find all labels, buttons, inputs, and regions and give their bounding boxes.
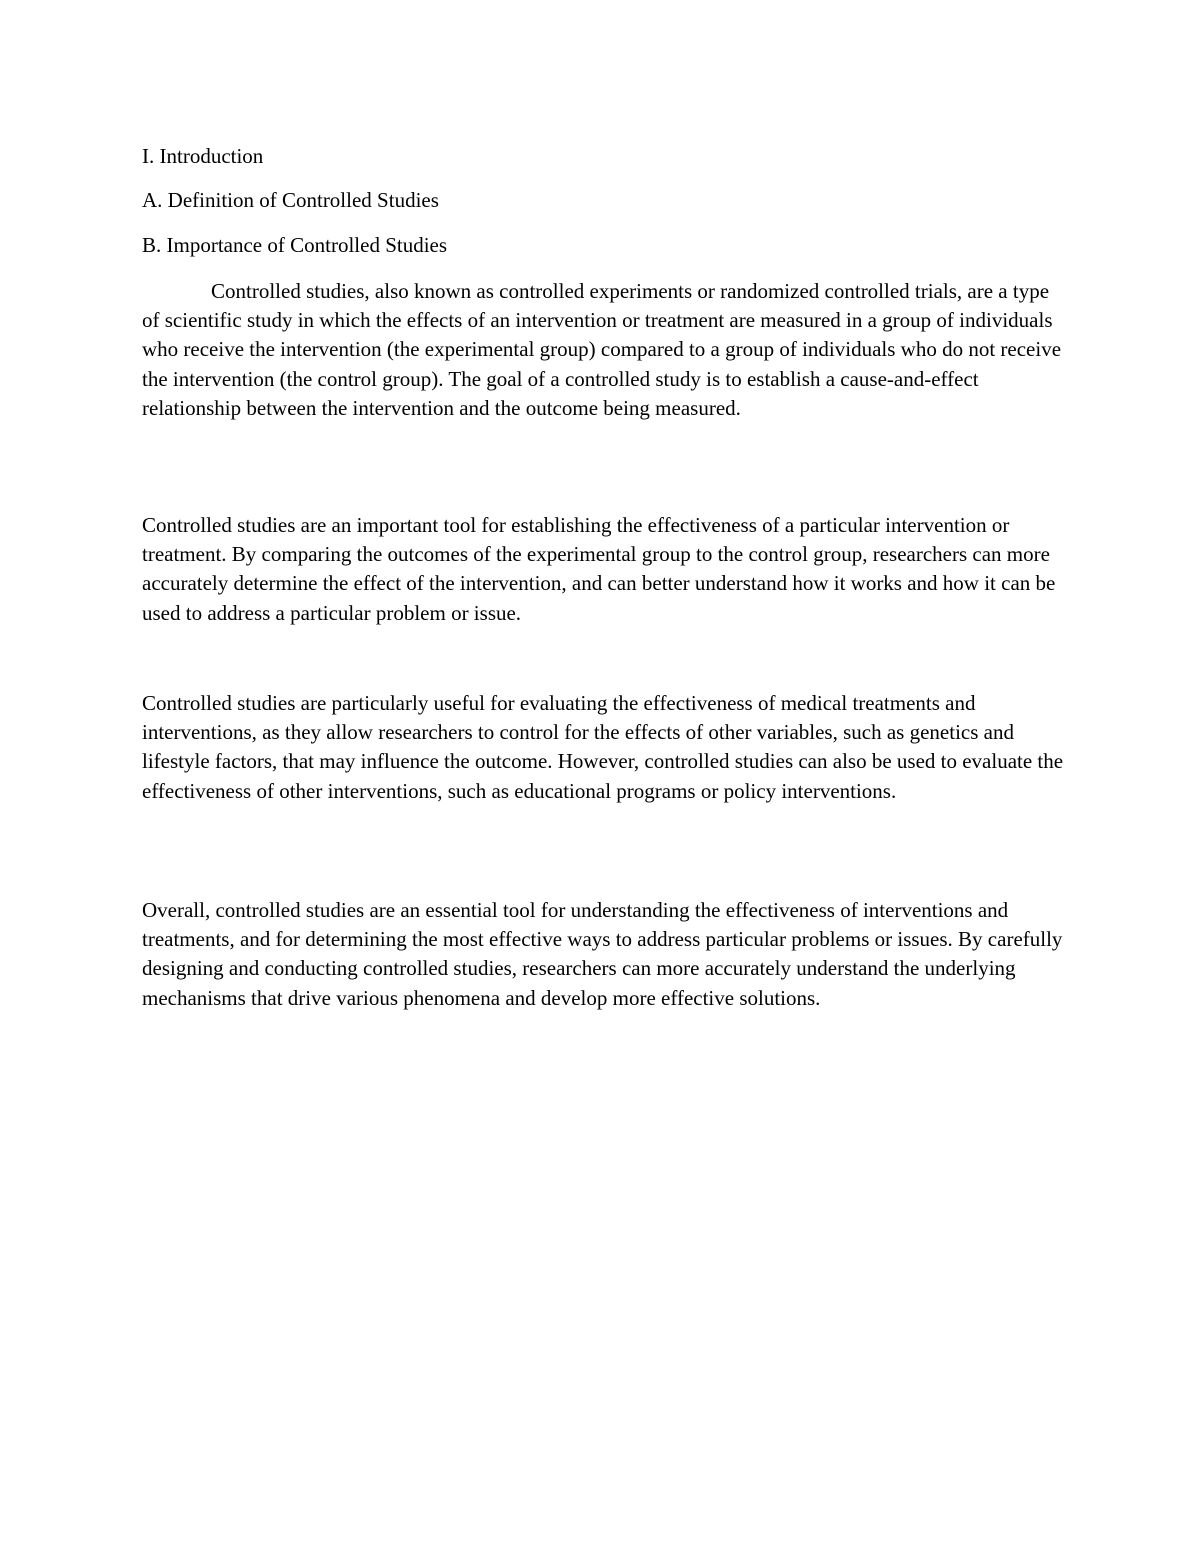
body-paragraph-importance: Controlled studies are an important tool for establishing the effectiveness of a particular intervention or treatment. By comparing the outcomes of the experimental group to the control group, researchers can more accurately determine the effect of the intervention, and can better understand how it works and how it can be used to address a particular problem or issue. [142,513,1056,625]
outline-heading-definition: A. Definition of Controlled Studies [142,188,439,212]
body-paragraph-medical-use: Controlled studies are particularly useful for evaluating the effectiveness of medical treatments and interventions, as they allow researchers to control for the effects of other variables, such as genetics and lifestyle factors, that may influence the outcome. However, controlled studies can also be used to evaluate the effectiveness of other interventions, such as educational programs or policy interventions. [142,691,1064,803]
body-paragraph-definition: Controlled studies, also known as controlled experiments or randomized controlled trials, are a type of scientific study in which the effects of an intervention or treatment are measured in a group of individuals who receive the intervention (the experimental group) compared to a group of individuals who do not receive the intervention (the control group). The goal of a controlled study is to establish a cause-and-effect relationship between the intervention and the outcome being measured. [142,279,1062,420]
body-paragraph-overall: Overall, controlled studies are an essential tool for understanding the effectiveness of interventions and treatments, and for determining the most effective ways to address particular problems or issues. By carefully designing and conducting controlled studies, researchers can more accurately understand the underlying mechanisms that drive various phenomena and develop more effective solutions. [142,898,1063,1010]
outline-heading-introduction: I. Introduction [142,144,264,168]
outline-heading-importance: B. Importance of Controlled Studies [142,233,448,257]
